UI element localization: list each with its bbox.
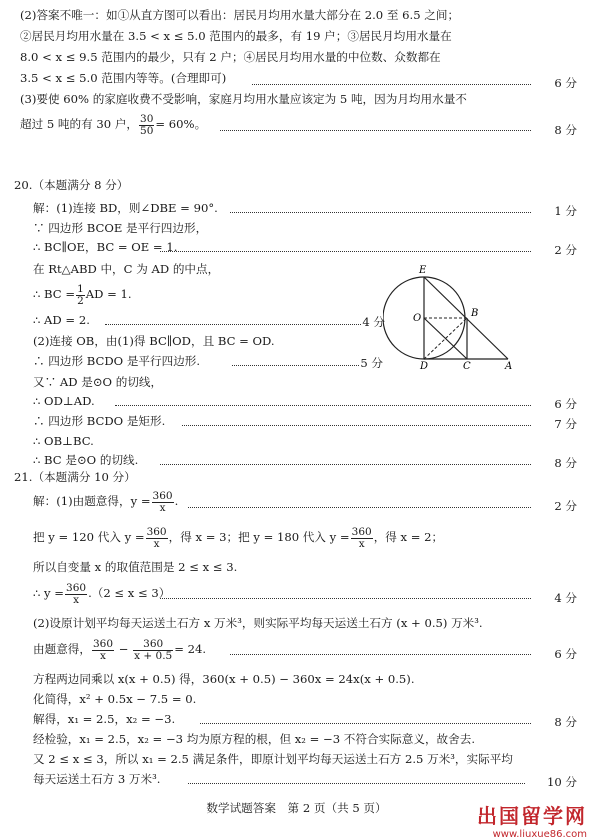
score-label: 6 分 (554, 647, 577, 661)
q19-line: (2)答案不唯一：如①从直方图可以看出：居民月均用水量大部分在 2.0 至 6.5 之间； (20, 8, 460, 22)
q19-line: (3)要使 60% 的家庭收费不受影响，家庭月均用水量应该定为 5 吨，因为月均用水量不 (20, 92, 467, 106)
q20-line: ∴ BC = $\frac{1}{2}$ AD = 1. (33, 282, 132, 307)
score-label: 2 分 (554, 243, 577, 257)
q20-line: ∴ AD = 2. (33, 313, 90, 327)
q21-line: 所以自变量 x 的取值范围是 2 ≤ x ≤ 3. (33, 560, 238, 574)
leader-dots (160, 598, 531, 599)
q19-line: 8.0 < x ≤ 9.5 范围内的最少，只有 2 户；④居民月均用水量的中位数、众数都在 (20, 50, 441, 64)
score-label: 8 分 (554, 456, 577, 470)
q20-line: (2)连接 OB，由(1)得 BC∥OD，且 BC = OD. (33, 334, 275, 348)
q21-line: 解：(1)由题意得，y = $\frac{360}{x}$ . (33, 489, 179, 514)
leader-dots (182, 425, 531, 426)
q21-line: 由题意得， $\frac{360}{x}$ − $\frac{360}{x + 0.5}$ = 24. (33, 637, 207, 662)
fraction-360-x: $\frac{360}{x}$ (152, 489, 173, 514)
q20-line: ∵ 四边形 BCOE 是平行四边形， (33, 221, 208, 235)
q21-heading: 21.（本题满分 10 分） (14, 470, 136, 484)
leader-dots (188, 507, 531, 508)
leader-dots (115, 405, 531, 406)
q20-line: 在 Rt△ABD 中，C 为 AD 的中点， (33, 262, 220, 276)
score-label: 6 分 (554, 76, 577, 90)
fraction-360-x: $\frac{360}{x}$ (66, 581, 87, 606)
watermark (477, 800, 587, 840)
q19-line: 超过 5 吨的有 30 户， $\frac{30}{50}$ = 60%。 (20, 112, 207, 137)
q21-line: 解得，x₁ = 2.5，x₂ = −3. (33, 712, 176, 726)
score-label: 1 分 (554, 204, 577, 218)
label-a: A (505, 361, 513, 370)
q21-line: 化简得，x² + 0.5x − 7.5 = 0. (33, 692, 197, 706)
watermark-url: www.liuxue86.com (492, 829, 587, 840)
leader-dots (160, 464, 531, 465)
leader-dots (220, 130, 531, 131)
leader-dots (105, 324, 361, 325)
score-label: 8 分 (554, 123, 577, 137)
leader-dots (160, 251, 531, 252)
q20-line: 又∵ AD 是⊙O 的切线， (33, 375, 163, 389)
leader-dots (230, 654, 531, 655)
fraction-1-2: $\frac{1}{2}$ (77, 282, 84, 307)
watermark-title: 出国留学网 (477, 804, 587, 828)
q20-line: 解：(1)连接 BD，则∠DBE = 90°. (33, 201, 218, 215)
q20-line: ∴ OD⊥AD. (33, 394, 95, 408)
score-label: 8 分 (554, 715, 577, 729)
score-label: 4 分 (554, 591, 577, 605)
fraction-360-x: $\frac{360}{x}$ (92, 637, 114, 662)
q21-line: ∴ y = $\frac{360}{x}$ .（2 ≤ x ≤ 3） (33, 581, 171, 606)
fraction-360-x-plus-half: $\frac{360}{x + 0.5}$ (134, 637, 173, 662)
leader-dots (252, 84, 531, 85)
score-label: 7 分 (554, 417, 577, 431)
score-label: 10 分 (546, 775, 577, 789)
label-d: D (420, 361, 429, 370)
q20-heading: 20.（本题满分 8 分） (14, 178, 129, 192)
leader-dots (188, 783, 525, 784)
q20-line: ∴ 四边形 BCDO 是平行四边形. (33, 354, 201, 368)
fraction-30-50: $\frac{30}{50}$ (140, 112, 154, 137)
q21-line: 又 2 ≤ x ≤ 3，所以 x₁ = 2.5 满足条件，即原计划平均每天运送土石方 2.5 万米³，实际平均 (33, 752, 513, 766)
q21-line: 每天运送土石方 3 万米³. (33, 772, 161, 786)
q21-line: 经检验，x₁ = 2.5，x₂ = −3 均为原方程的根，但 x₂ = −3 不符合实际意义，故舍去. (33, 732, 476, 746)
label-e: E (419, 265, 427, 276)
q20-line: ∴ OB⊥BC. (33, 434, 94, 448)
leader-dots (230, 212, 531, 213)
fraction-360-x: $\frac{360}{x}$ (146, 525, 167, 550)
score-label: 5 分 (360, 356, 383, 370)
q19-line: 3.5 < x ≤ 5.0 范围内等等。(合理即可) (20, 71, 227, 85)
q19-line: ②居民月均用水量在 3.5 < x ≤ 5.0 范围内的最多，有 19 户；③居民月均用水量在 (20, 29, 452, 43)
q20-line: ∴ BC∥OE，BC = OE = 1. (33, 240, 178, 254)
page-footer: 数学试题答案 第 2 页（共 5 页） (206, 801, 387, 815)
label-o: O (413, 313, 422, 324)
q20-line: ∴ 四边形 BCDO 是矩形. (33, 414, 166, 428)
circle-tangent-figure (383, 258, 523, 370)
fraction-360-x: $\frac{360}{x}$ (351, 525, 372, 550)
score-label: 2 分 (554, 499, 577, 513)
q20-line: ∴ BC 是⊙O 的切线. (33, 453, 139, 467)
q21-line: (2)设原计划平均每天运送土石方 x 万米³，则实际平均每天运送土石方 (x + 0.5) 万米³. (33, 616, 483, 630)
q21-line: 方程两边同乘以 x(x + 0.5) 得，360(x + 0.5) − 360x = 24x(x + 0.5). (33, 672, 415, 686)
leader-dots (232, 365, 359, 366)
leader-dots (200, 723, 531, 724)
label-b: B (471, 308, 479, 319)
score-label: 6 分 (554, 397, 577, 411)
label-c: C (463, 361, 471, 370)
q21-line: 把 y = 120 代入 y = $\frac{360}{x}$ ，得 x = 3；把 y = 180 代入 y = $\frac{360}{x}$ ，得 x = 2； (33, 525, 444, 550)
score-label: 4 分 (362, 315, 385, 329)
